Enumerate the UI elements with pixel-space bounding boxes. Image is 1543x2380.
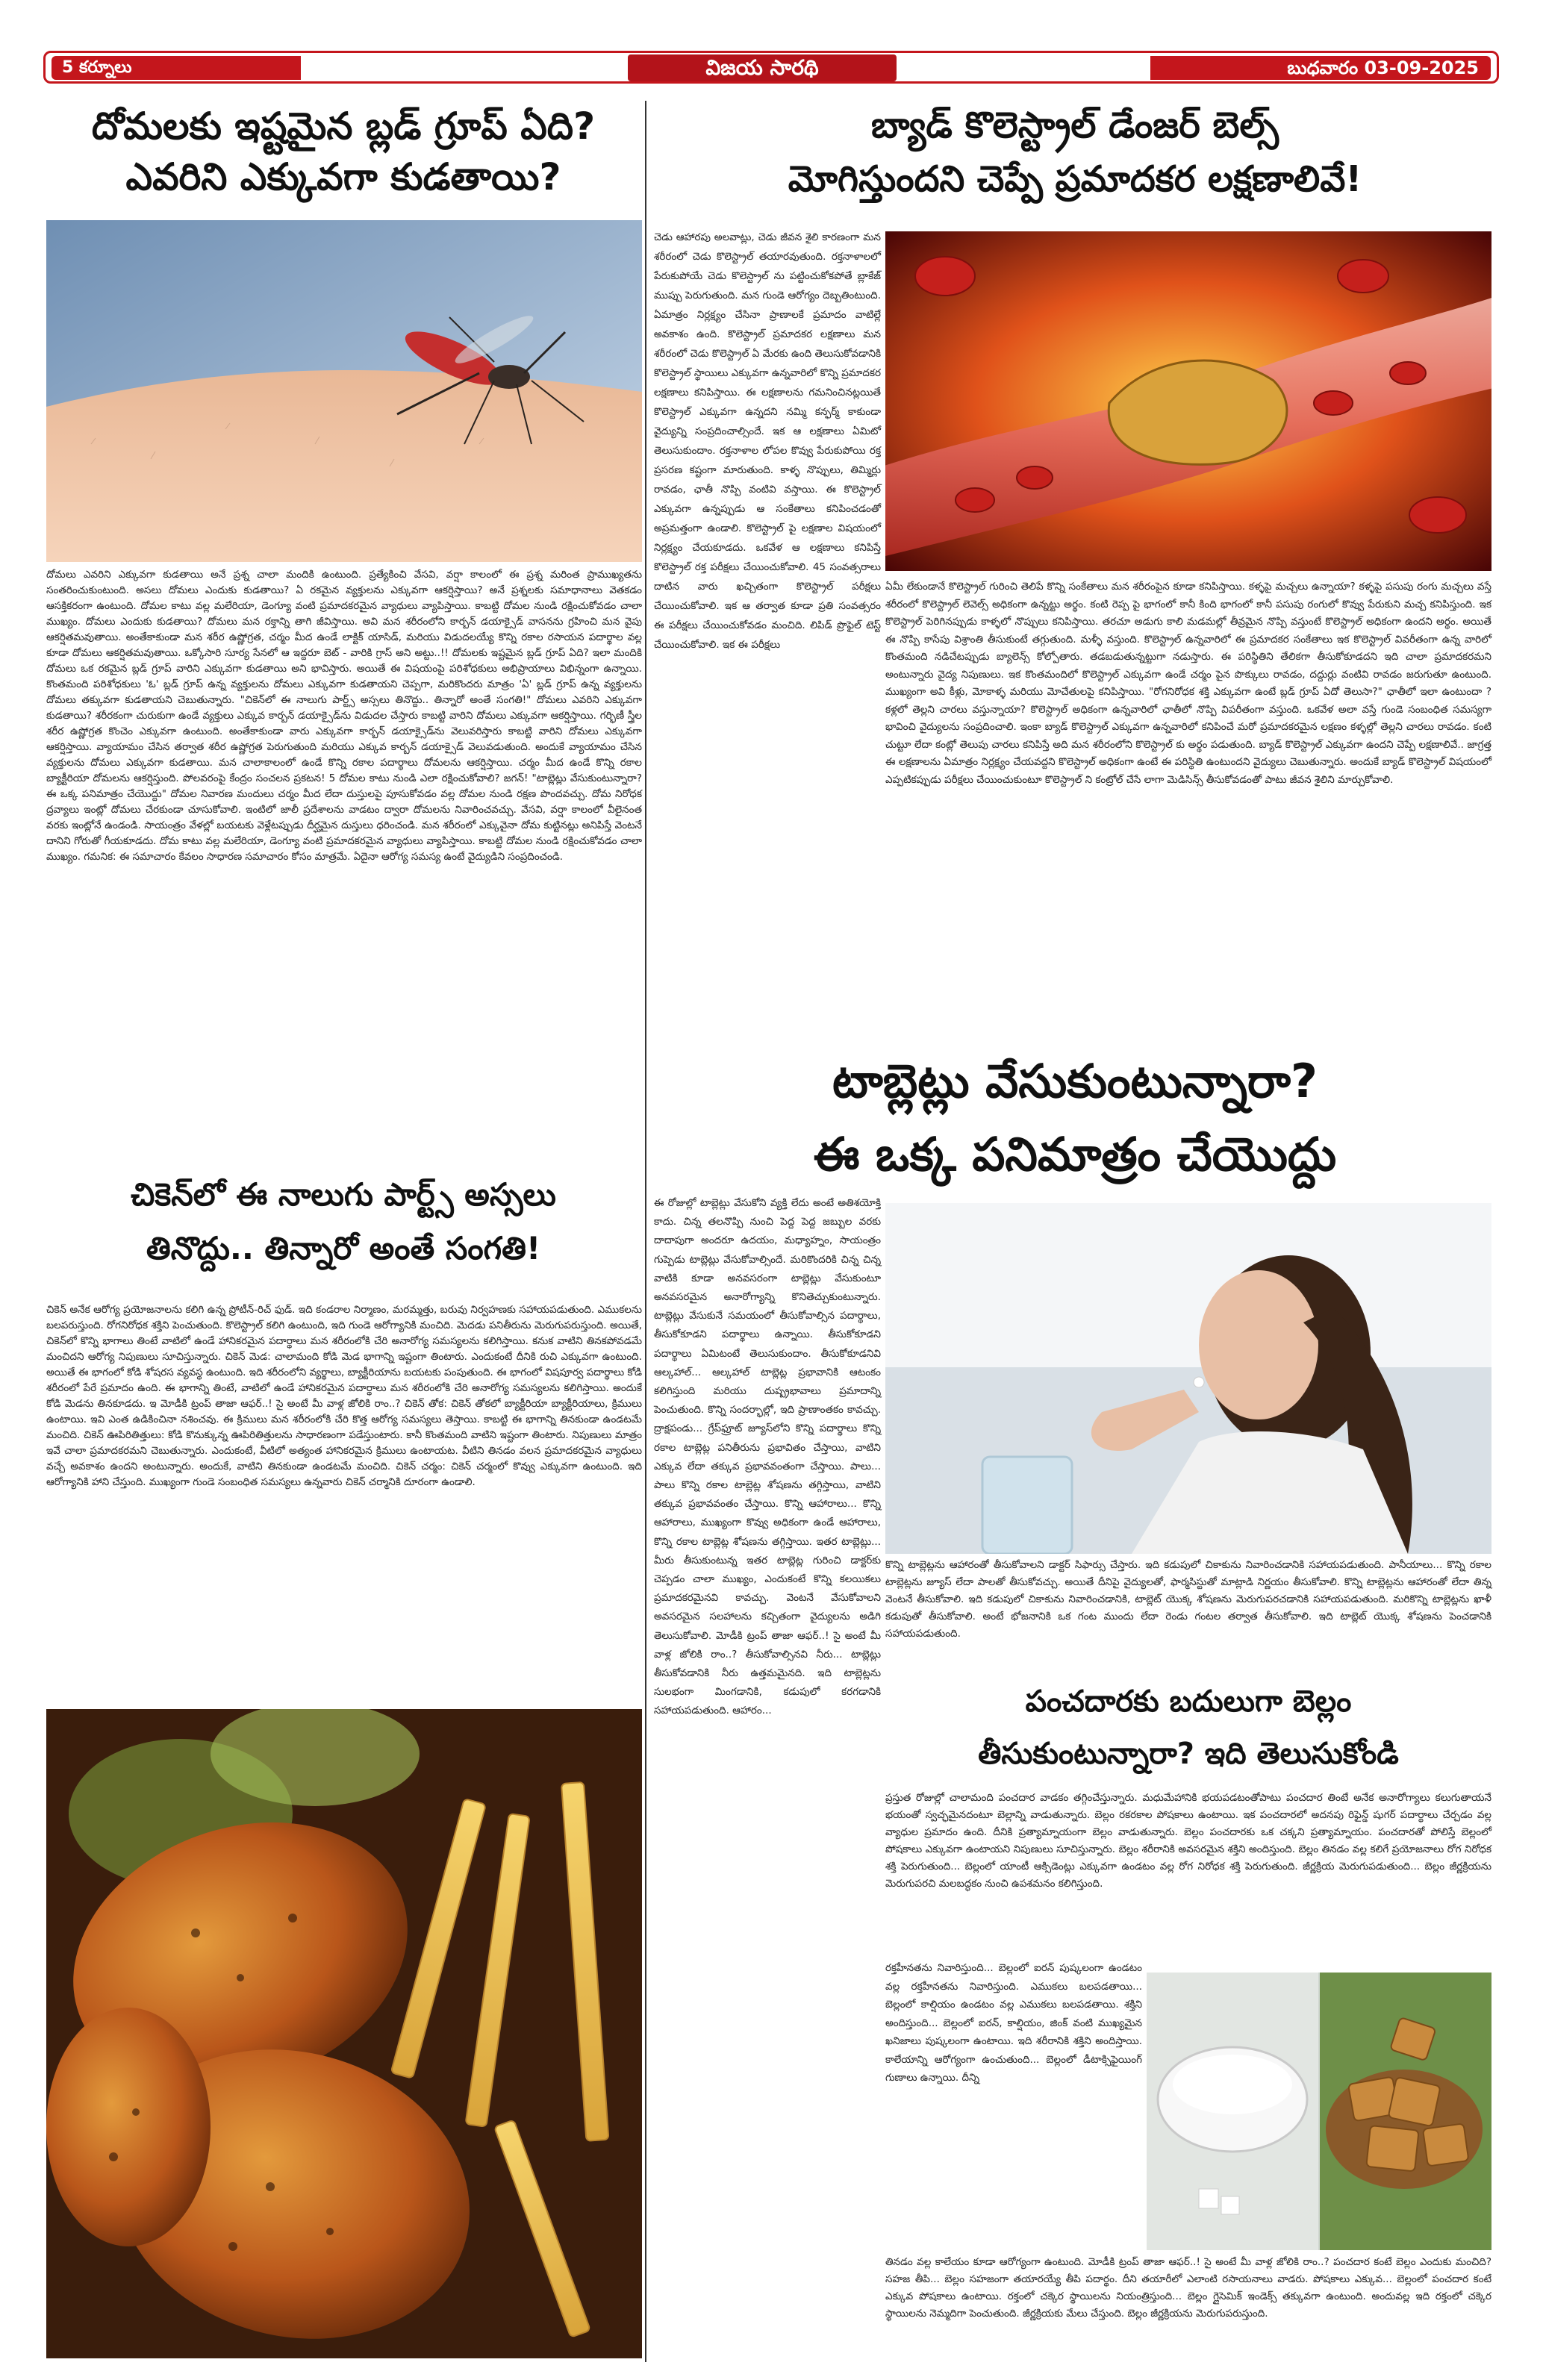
page-label: 5 కర్నూలు xyxy=(52,56,301,80)
article4-body-wide: కొన్ని టాబ్లెట్లను ఆహారంతో తీసుకోవాలని డాక్టర్ సిఫార్సు చేస్తారు. ఇది కడుపులో చికాకును నివారించడానికి సహాయపడుతుంది. పానీయాలు... కొన్ని రకాల టాబ్లెట్లను జ్యూస్ లేదా పాలతో తీసుకోవచ్చు. అయితే దీనిపై వైద్యులతో, ఫార్మసిస్టుతో మాట్లాడి నిర్ణయం తీసుకోవాలి. కొన్ని టాబ్లెట్లను ఆహారంతో లేదా తిన్న వెంటనే తీసుకోవాలి. ఇది కడుపులో చికాకును నివారించడానికి, టాబ్లెట్ యొక్క శోషణను మెరుగుపరచడానికి సహాయపడుతుంది. మరికొన్ని టాబ్లెట్లను ఖాళీ కడుపుతో తీసుకోవాలి. అంటే భోజనానికి ఒక గంట ముందు లేదా రెండు గంటల తర్వాత తీసుకోవాలి. ఇది టాబ్లెట్ యొక్క శోషణను పెంచడానికి సహాయపడుతుంది. xyxy=(885,1559,1491,1640)
sugar-jaggery-photo xyxy=(1147,1973,1491,2250)
article5-title-line2: తీసుకుంటున్నారా? ఇది తెలుసుకోండి xyxy=(978,1737,1399,1771)
paper-name: విజయ సారథి xyxy=(628,54,897,81)
chicken-photo xyxy=(46,1709,642,2358)
article4-body-column: ఈ రోజుల్లో టాబ్లెట్లు వేసుకోని వ్యక్తి లేదు అంటే అతిశయోక్తి కాదు. చిన్న తలనొప్పి నుంచి పెద్ద పెద్ద జబ్బుల వరకు దాదాపుగా అందరూ ఉదయం, మధ్యాహ్నం, సాయంత్రం గుప్పెడు టాబ్లెట్లు వేసుకోవాల్సిందే. మరికొందరికి చిన్న చిన్న వాటికి కూడా అనవసరంగా టాబ్లెట్లు వేసుకుంటూ అనవసరమైన అనారోగ్యాన్ని కొనితెచ్చుకుంటున్నారు. టాబ్లెట్లు వేసుకునే సమయంలో తీసుకోవాల్సిన పదార్థాలు, తీసుకోకూడని పదార్థాలు ఉన్నాయి. తీసుకోకూడని పదార్థాలు ఏమిటంటే తెలుసుకుందాం. తీసుకోకూడనివి ఆల్కహాల్... ఆల్కహాల్ టాబ్లెట్ల ప్రభావానికి ఆటంకం కలిగిస్తుంది మరియు దుష్ప్రభావాలు ప్రమాదాన్ని పెంచుతుంది. కొన్ని సందర్భాల్లో, ఇది ప్రాణాంతకం కావచ్చు. ద్రాక్షపండు... గ్రేప్‌ఫ్రూట్ జ్యూస్‌లోని కొన్ని పదార్థాలు కొన్ని రకాల టాబ్లెట్ల పనితీరును ప్రభావితం చేస్తాయి, వాటిని ఎక్కువ లేదా తక్కువ ప్రభావవంతంగా చేస్తాయి. పాలు... పాలు కొన్ని రకాల టాబ్లెట్ల శోషణను తగ్గిస్తాయి, వాటిని తక్కువ ప్రభావవంతం చేస్తాయి. కొన్ని ఆహారాలు... కొన్ని ఆహారాలు, ముఖ్యంగా కొవ్వు అధికంగా ఉండే ఆహారాలు, కొన్ని రకాల టాబ్లెట్ల శోషణను తగ్గిస్తాయి. ఇతర టాబ్లెట్లు... మీరు తీసుకుంటున్న ఇతర టాబ్లెట్ల గురించి డాక్టర్‌కు చెప్పడం చాలా ముఖ్యం, ఎందుకంటే కొన్ని కలయికలు ప్రమాదకరమైనవి కావచ్చు. వెంటనే వేసుకోవాలని అవసరమైన సలహాలను కచ్చితంగా వైద్యులను అడిగి తెలుసుకోవాలి. మోడీకి ట్రంప్ తాజా ఆఫర్..! సై అంటే మీ వాళ్ల జోలికి రాం..? తీసుకోవాల్సినవి నీరు... టాబ్లెట్లు తీసుకోవడానికి నీరు ఉత్తమమైనది. ఇది టాబ్లెట్లను సులభంగా మింగడానికి, కడుపులో కరగడానికి సహాయపడుతుంది. ఆహారం... xyxy=(654,1197,881,1717)
article4-title-line1: టాబ్లెట్లు వేసుకుంటున్నారా? xyxy=(832,1054,1318,1108)
masthead xyxy=(43,51,1499,84)
article2-title-line1: చికెన్‌లో ఈ నాలుగు పార్ట్స్ అస్సలు xyxy=(131,1176,556,1213)
article1-title-line2: ఎవరిని ఎక్కువగా కుడతాయి? xyxy=(125,155,561,199)
artery-illustration xyxy=(885,231,1491,571)
article5-body-bottom: తినడం వల్ల కాలేయం కూడా ఆరోగ్యంగా ఉంటుంది. మోడీకి ట్రంప్ తాజా ఆఫర్..! సై అంటే మీ వాళ్ల జోలికి రాం..? పంచదార కంటే బెల్లం ఎందుకు మంచిది? సహజ తీపి... బెల్లం సహజంగా తయారయ్యే తీపి పదార్థం. దీని తయారీలో ఎలాంటి రసాయనాలు వాడరు. పోషకాలు ఎక్కువ... బెల్లంలో పంచదార కంటే ఎక్కువ పోషకాలు ఉంటాయి. రక్తంలో చక్కెర స్థాయిలను నియంత్రిస్తుంది... బెల్లం గ్లైసెమిక్ ఇండెక్స్ తక్కువగా ఉంటుంది. అందువల్ల ఇది రక్తంలో చక్కెర స్థాయిలను నెమ్మదిగా పెంచుతుంది. జీర్ణక్రియకు మేలు చేస్తుంది. బెల్లం జీర్ణక్రియను మెరుగుపరుస్తుంది. xyxy=(885,2256,1491,2320)
mosquito-photo xyxy=(46,220,642,562)
article2-title xyxy=(45,1168,642,1275)
article2-title-line2: తినొద్దు.. తిన్నారో అంతే సంగతి! xyxy=(146,1230,541,1266)
article3-body-wide: ఏమీ లేకుండానే కొలెస్ట్రాల్ గురించి తెలిపే కొన్ని సంకేతాలు మన శరీరంపైన కూడా కనిపిస్తాయి. కళ్ళపై మచ్చలు ఉన్నాయా? కళ్ళపై పసుపు రంగు మచ్చలు వస్తే శరీరంలో కొలెస్ట్రాల్ లెవెల్స్ అధికంగా ఉన్నట్టు అర్థం. కంటి రెప్ప పై భాగంలో కానీ కింది భాగంలో కానీ పసుపు రంగులో కొవ్వు పేరుకుని మచ్చ కనిపిస్తుంది. ఇక కొలెస్ట్రాల్ పెరిగినప్పుడు కాళ్ళలో నొప్పులు కనిపిస్తాయి. తరచూ అడుగు కాలి మడమల్లో తీవ్రమైన నొప్పి వస్తుంటే కొలెస్ట్రాల్ అధికంగా ఉందని అర్థం. అయితే ఈ నొప్పి కాసేపు విశ్రాంతి తీసుకుంటే తగ్గుతుంది. మళ్ళీ వస్తుంది. కొలెస్ట్రాల్ ఉన్నవారిలో ఈ ప్రమాదకర సంకేతాలు ఇక కొలెస్ట్రాల్ వివరీతంగా ఉన్న వారిలో కొంతమంది నడిచేటప్పుడు బ్యాలెన్స్ కోల్పోతారు. తడబడుతున్నట్టుగా నడుస్తారు. ఈ పరిస్థితిని తేలికగా తీసుకోకూడదని ఇది చాలా ప్రమాదకరమని అంటున్నారు వైద్య నిపుణులు. ఇక కొంతమందిలో కొలెస్ట్రాల్ ఎక్కువగా ఉండే చర్మం పైన పొక్కులు రావడం, దద్దుర్లు వంటివి రావడం జరుగుతూ ఉంటుంది. ముఖ్యంగా అవి కీళ్లు, మోకాళ్ళ మరియు మోచేతులపై కనిపిస్తాయి. "రోగనిరోధక శక్తి ఎక్కువగా ఉంటే బ్లడ్ గ్రూప్ ఏదో తెలుసా?" ఛాతీలో ఇలా ఉంటుందా ? కళ్లలో తెల్లని చారలు వస్తున్నాయా? కొలెస్ట్రాల్ అధికంగా ఉన్నవారిలో ఛాతీలో నొప్పి విపరీతంగా వస్తుంది. ఒకవేళ అలా వస్తే గుండె సంబంధిత సమస్యగా భావించి వైద్యులను సంప్రదించాలి. ఇంకా బ్యాడ్ కొలెస్ట్రాల్ ఎక్కువగా ఉన్నవారిలో కనిపించే మరో ప్రమాదకరమైన లక్షణం కళ్ళల్లో తెల్లని చారలు రావడం. కంటి చుట్టూ లేదా కంట్లో తెలుపు చారలు కనిపిస్తే అది మన శరీరంలోని కొలెస్ట్రాల్ కు అర్థం పడుతుంది. బ్యాడ్ కొలెస్ట్రాల్ ఎక్కువగా ఉందని చెప్పే లక్షణాలివే.. జాగ్రత్త ఈ లక్షణాలను ఏమాత్రం నిర్లక్ష్యం చేయవద్దని కొలెస్ట్రాల్ అధికంగా ఉంటే ఈ పరిస్థితి ఉంటుందని వైద్యులు చెబుతున్నారు. అందుకే బ్యాడ్ కొలెస్ట్రాల్ విషయంలో ఎప్పటికప్పుడు పరీక్షలు చేయించుకుంటూ కొలెస్ట్రాల్ ని కంట్రోల్ చేసే లాగా మెడిసిన్స్ తీసుకోవడంతో పాటు జీవన శైలిని మార్చుకోవాలి. xyxy=(885,581,1491,786)
article5-body-column: రక్తహీనతను నివారిస్తుంది... బెల్లంలో ఐరన్ పుష్కలంగా ఉండటం వల్ల రక్తహీనతను నివారిస్తుంది. ఎముకలు బలపడతాయి... బెల్లంలో కాల్షియం ఉండటం వల్ల ఎముకలు బలపడతాయి. శక్తిని అందిస్తుంది... బెల్లంలో ఐరన్, కాల్షియం, జింక్ వంటి ముఖ్యమైన ఖనిజాలు పుష్కలంగా ఉంటాయి. ఇది శరీరానికి శక్తిని అందిస్తాయి. కాలేయాన్ని ఆరోగ్యంగా ఉంచుతుంది... బెల్లంలో డీటాక్సిఫైయింగ్ గుణాలు ఉన్నాయి. దీన్ని xyxy=(885,1962,1142,2084)
woman-taking-pill-photo xyxy=(885,1203,1491,1554)
article5-body-top: ప్రస్తుత రోజుల్లో చాలామంది పంచదార వాడకం తగ్గించేస్తున్నారు. మధుమేహానికి భయపడటంతోపాటు పంచదార తింటే అనేక అనారోగ్యాలు కలుగుతాయనే భయంతో స్వచ్ఛమైనదంటూ బెల్లాన్ని వాడుతున్నారు. బెల్లం రకరకాల పోషకాలు ఉంటాయి. ఇక పంచదారలో అదనపు రిఫైన్డ్ షుగర్ పదార్థాలు చేర్చడం వల్ల వ్యాధుల ప్రమాదం ఉంది. దీనికి ప్రత్యామ్నాయంగా బెల్లం వాడుతున్నారు. బెల్లం పంచదారకు ఒక చక్కని ప్రత్యామ్నాయం. పంచదారతో పోలిస్తే బెల్లంలో పోషకాలు ఎక్కువగా ఉంటాయని నిపుణులు సూచిస్తున్నారు. బెల్లం శరీరానికి అవసరమైన శక్తిని అందిస్తుంది. బెల్లం తినడం వల్ల కలిగే ప్రయోజనాలు రోగ నిరోధక శక్తి పెరుగుతుంది... బెల్లంలో యాంటీ ఆక్సిడెంట్లు ఎక్కువగా ఉండటం వల్ల రోగ నిరోధక శక్తి పెరుగుతుంది. జీర్ణక్రియ మెరుగుపడుతుంది... బెల్లం జీర్ణక్రియను మెరుగుపరచి మలబద్ధకం నుంచి ఉపశమనం కలిగిస్తుంది. xyxy=(885,1792,1491,1890)
article3-body-column: చెడు ఆహారపు అలవాట్లు, చెడు జీవన శైలి కారణంగా మన శరీరంలో చెడు కొలెస్ట్రాల్ తయారవుతుంది. రక్తనాళాలలో పేరుకుపోయే చెడు కొలెస్ట్రాల్ ను పట్టించుకోకపోతే బ్లాకేజ్ ముప్పు పెరుగుతుంది. మన గుండె ఆరోగ్యం దెబ్బతింటుంది. ఏమాత్రం నిర్లక్ష్యం చేసినా ప్రాణాలకే ప్రమాదం వాటిల్లే అవకాశం ఉంది. కొలెస్ట్రాల్ ప్రమాదకర లక్షణాలు మన శరీరంలో చెడు కొలెస్ట్రాల్ ఏ మేరకు ఉంది తెలుసుకోవడానికి కొలెస్ట్రాల్ స్థాయిలు ఎక్కువగా ఉన్నవారిలో కొన్ని ప్రమాదకర లక్షణాలు కనిపిస్తాయి. ఈ లక్షణాలను గమనించినట్లయితే కొలెస్ట్రాల్ ఎక్కువగా ఉన్నదని నమ్మి కన్ఫర్మ్ కాకుండా వైద్యున్ని సంప్రదించాల్సిందే. ఇక ఆ లక్షణాలు ఏమిటో తెలుసుకుందాం. రక్తనాళాల లోపల కొవ్వు పేరుకుపోయి రక్త ప్రసరణ కష్టంగా మారుతుంది. కాళ్ళ నొప్పులు, తిమ్మిర్లు రావడం, ఛాతీ నొప్పి వంటివి వస్తాయి. ఈ కొలెస్ట్రాల్ ఎక్కువగా ఉన్నప్పుడు ఆ సంకేతాలు కనిపించడంతో అప్రమత్తంగా ఉండాలి. కొలెస్ట్రాల్ పై లక్షణాల విషయంలో నిర్లక్ష్యం చేయకూడదు. ఒకవేళ ఆ లక్షణాలు కనిపిస్తే కొలెస్ట్రాల్ రక్త పరీక్షలు చేయించుకోవాలి. 45 సంవత్సరాలు దాటిన వారు ఖచ్చితంగా కొలెస్ట్రాల్ పరీక్షలు చేయించుకోవాలి. ఇక ఆ తర్వాత కూడా ప్రతి సంవత్సరం ఈ పరీక్షలు చేయించుకోవడం మంచిది. లిపిడ్ ప్రొఫైల్ టెస్ట్ చేయించుకోవాలి. ఇక ఈ పరీక్షలు xyxy=(654,231,881,651)
article3-title-line2: మోగిస్తుందని చెప్పే ప్రమాదకర లక్షణాలివే! xyxy=(788,158,1362,200)
article1-title-line1: దోమలకు ఇష్టమైన బ్లడ్ గ్రూప్ ఏది? xyxy=(91,104,596,148)
article4-title xyxy=(651,1045,1499,1191)
article1-title xyxy=(45,101,642,202)
issue-date: బుధవారం 03-09-2025 xyxy=(1150,56,1491,80)
article2-body: చికెన్ అనేక ఆరోగ్య ప్రయోజనాలను కలిగి ఉన్న ప్రోటీన్-రిచ్ ఫుడ్. ఇది కండరాల నిర్మాణం, మరమ్మత్తు, బరువు నిర్వహణకు సహాయపడుతుంది. ఎముకలను బలపరుస్తుంది. రోగనిరోధక శక్తిని పెంచుతుంది. కొలెస్ట్రాల్ కలిగి ఉంటుంది, ఇది గుండె ఆరోగ్యానికి మంచిది. మెదడు పనితీరును మెరుగుపరుస్తుంది. అయితే, చికెన్‌లో కొన్ని భాగాలు తింటే వాటిలో ఉండే హానికరమైన పదార్థాలు మన శరీరంలోకి చేరి అనారోగ్య సమస్యలను కలిగిస్తాయి. కనుక వాటిని తినకపోవడమే మంచిదని ఆరోగ్య నిపుణులు సూచిస్తున్నారు. చికెన్ మెడ: చాలామంది కోడి మెడ భాగాన్ని ఇష్టంగా తింటారు. ఎందుకంటే దీనికి రుచి ఎక్కువగా ఉంటుంది. అయితే ఈ భాగంలో కోడి శోషరస వ్యవస్థ ఉంటుంది. ఇది శరీరంలోని వ్యర్థాలు, బ్యాక్టీరియాను బయటకు పంపుతుంది. ఈ భాగంలో విషపూర్వ పదార్థాలు కోడి శరీరంలో పేరే ప్రమాదం ఉంది. ఈ భాగాన్ని తింటే, వాటిలో ఉండే హానికరమైన పదార్థాలు మన శరీరంలోకి చేరి అనారోగ్య సమస్యలను కలిగిస్తాయి. అందుకే కోడి మెడను తినకూడదు. ఇ మోడీకి ట్రంప్ తాజా ఆఫర్..! సై అంటే మీ వాళ్ల జోలికి రాం..? చికెన్ తోక: చికెన్ తోకలో బ్యాక్టీరియా బ్యాక్టీరియాలు, క్రిములు ఉంటాయి. ఇవి ఎంత ఉడికించినా నశించవు. ఈ క్రిములు మన శరీరంలోకి చేరి కొత్త ఆరోగ్య సమస్యలు తెస్తాయి. కాబట్టి ఈ భాగాన్ని తినకుండా ఉండటమే మంచిది. చికెన్ ఊపిరితిత్తులు: కోడి కొనుక్కున్న ఊపిరితిత్తులను సాధారణంగా పడేస్తుంటారు. కానీ కొంతమంది వాటిని ఇష్టంగా తింటారు. నిపుణులు మాత్రం ఇవే చాలా ప్రమాదకరమని చెబుతున్నారు. ఎందుకంటే, వీటిలో అత్యంత హానికరమైన క్రిములు ఉంటాయట. వీటిని తినడం వలన ప్రమాదకరమైన వ్యాధులు వచ్చే అవకాశం ఉందని అంటున్నారు. అందుకే, వాటిని తినకుండా ఉండటమే మంచిది. చికెన్ చర్మం: చికెన్ చర్మంలో కొవ్వు ఎక్కువగా ఉంటుంది. ఇది ఆరోగ్యానికి హాని చేస్తుంది. ముఖ్యంగా గుండె సంబంధిత సమస్యలు ఉన్నవారు చికెన్ చర్మానికి దూరంగా ఉండాలి. xyxy=(46,1304,642,1488)
article1-body: దోమలు ఎవరిని ఎక్కువగా కుడతాయి అనే ప్రశ్న చాలా మందికి ఉంటుంది. ప్రత్యేకించి వేసవి, వర్షా కాలంలో ఈ ప్రశ్న మరింత ప్రాముఖ్యతను సంతరించుకుంటుంది. అసలు దోమలు ఎందుకు కుడతాయి? ఏ రకమైన వ్యక్తులను ఎక్కువగా ఆకర్షిస్తాయి? అనే ప్రశ్నలకు సమాధానాలు వెతకడం ఆసక్తికరంగా ఉంటుంది. దోమల కాటు వల్ల మలేరియా, డెంగ్యూ వంటి ప్రమాదకరమైన వ్యాధులు వ్యాపిస్తాయి. కాబట్టి దోమల నుండి రక్షించుకోవడం చాలా ముఖ్యం. దోమలు ఎందుకు కుడతాయి? దోమలు మన రక్తాన్ని తాగి జీవిస్తాయి. అవి మన శరీరంలోని కార్బన్ డయాక్సైడ్ వాసనను గ్రహించి మన వైపు ఆకర్షితమవుతాయి. అంతేకాకుండా మన శరీర ఉష్ణోగ్రత, చర్మం మీద ఉండే లాక్టిక్ యాసిడ్, మరియు విడుదలయ్యే కొన్ని రకాల రసాయన పదార్థాల వల్ల కూడా దోమలు ఆకర్షితమవుతాయి. ఒక్కోసారి సూర్య సేనలో ఆ ఇద్దరూ బెట్ - వారికి గ్రాస్ అని అట్టు..!! దోమలకు ఇష్టమైన బ్లడ్ గ్రూప్ ఏది? ఇలా మందికి దోమలు ఒక రకమైన బ్లడ్ గ్రూప్ వారిని ఎక్కువగా కుడతాయి అని భావిస్తారు. అయితే ఈ విషయంపై పరిశోధకులు అభిప్రాయాలు విభిన్నంగా ఉన్నాయి. కొంతమంది పరిశోధకులు 'ఓ' బ్లడ్ గ్రూప్ ఉన్న వ్యక్తులను దోమలు ఎక్కువగా కుడతాయని చెప్పగా, మరికొందరు మాత్రం 'ఏ' బ్లడ్ గ్రూప్ ఉన్న వ్యక్తులను దోమలు తక్కువగా కుడతాయని చెబుతున్నారు. "చికెన్‌లో ఈ నాలుగు పార్ట్స్ అస్సలు తినొద్దు.. తిన్నారో అంతే సంగతి!" దోమలు ఎవరిని ఎక్కువగా కుడతాయి? శరీరకంగా చురుకుగా ఉండే వ్యక్తులు ఎక్కువ కార్బన్ డయాక్సైడ్‌ను విడుదల చేస్తారు కాబట్టి వారిని దోమలు ఎక్కువగా ఆకర్షిస్తాయి. గర్భిణీ స్త్రీల శరీర ఉష్ణోగ్రత కొంచెం ఎక్కువగా ఉంటుంది. అంతేకాకుండా వారు ఎక్కువగా కార్బన్ డయాక్సైడ్‌ను వెలువరిస్తారు కాబట్టి వారిని దోమలు ఎక్కువగా ఆకర్షిస్తాయి. వ్యాయామం చేసిన తర్వాత శరీర ఉష్ణోగ్రత పెరుగుతుంది మరియు ఎక్కువ కార్బన్ డయాక్సైడ్ వెలువడుతుంది. అందుకే వ్యాయామం చేసిన వ్యక్తులను దోమలు ఎక్కువగా కుడతాయి. మన చాలాకాలంలో ఉండే కొన్ని రకాల పదార్థాలు దోమలను ఆకర్షిస్తాయి. చర్మం మీద ఉండే కొన్ని రకాల బ్యాక్టీరియా దోమలను ఆకర్షిస్తుంది. పోలవరంపై కేంద్రం సంచలన ప్రకటన! 5 దోమల కాటు నుండి ఎలా రక్షించుకోవాలి? జగన్! "టాబ్లెట్లు వేసుకుంటున్నారా? ఈ ఒక్క పనిమాత్రం చేయొద్దు" దోమల నివారణ మందులు చర్మం మీద లేదా దుస్తులపై పూసుకోవడం వల్ల దోమల నుండి రక్షణ పొందవచ్చు. దోమ నిరోధక ద్రవ్యాలు ఇంట్లో దోమలు చేరకుండా చూసుకోవాలి. ఇంటిలో జాలీ ప్రదేశాలను వాడటం ద్వారా దోమలను నివారించవచ్చు. వేసవి, వర్షా కాలంలో వీలైనంత వరకు ఇంట్లోనే ఉండండి. సాయంత్రం వేళల్లో బయటకు వెళ్లేటప్పుడు దీర్ఘమైన దుస్తులు ధరించండి. మన శరీరంలో ఎక్కువైనా దోమ కుట్టినట్లు అనిపిస్తే వెంటనే దానిని గోరుతో గీయకూడదు. దోమ కాటు వల్ల మలేరియా, డెంగ్యూ వంటి ప్రమాదకరమైన వ్యాధులు వ్యాపిస్తాయి. కాబట్టి దోమల నుండి రక్షించుకోవడం చాలా ముఖ్యం. గమనిక: ఈ సమాచారం కేవలం సాధారణ సమాచారం కోసం మాత్రమే. ఏదైనా ఆరోగ్య సమస్య ఉంటే వైద్యుడిని సంప్రదించండి. xyxy=(46,569,642,863)
article5-title xyxy=(885,1675,1491,1780)
column-divider xyxy=(645,101,646,2362)
article3-title xyxy=(649,99,1500,206)
article4-title-line2: ఈ ఒక్క పనిమాత్రం చేయొద్దు xyxy=(813,1127,1337,1181)
article3-title-line1: బ్యాడ్ కొలెస్ట్రాల్ డేంజర్ బెల్స్ xyxy=(870,104,1279,146)
article5-title-line1: పంచదారకు బదులుగా బెల్లం xyxy=(1025,1684,1352,1719)
